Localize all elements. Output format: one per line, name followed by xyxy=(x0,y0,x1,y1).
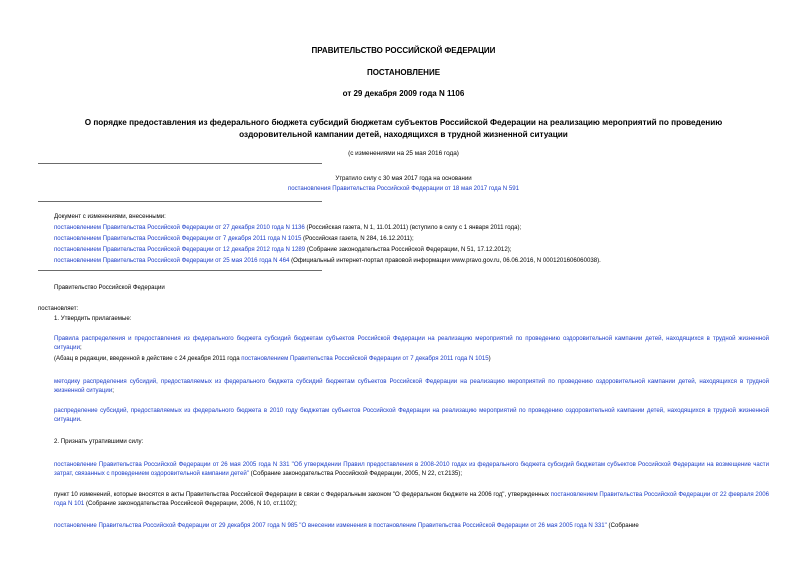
document-date-number: от 29 декабря 2009 года N 1106 xyxy=(342,89,465,98)
document-title xyxy=(0,117,807,141)
paragraph-end: . xyxy=(79,416,82,423)
invalid-2-source: (Собрание законодательства Российской Федерации, 2006, N 10, ст.1102); xyxy=(84,500,297,507)
lost-force-link[interactable]: постановления Правительства Российской Федерации от 18 мая 2017 года N 591 xyxy=(287,185,520,192)
amendment-link[interactable]: постановлением Правительства Российской Федерации от 7 декабря 2011 года N 1015 xyxy=(54,235,302,242)
point-1: 1. Утвердить прилагаемые: xyxy=(54,315,132,322)
paragraph-invalid-1 xyxy=(54,460,769,478)
amendment-source: (Официальный интернет-портал правовой информации www.pravo.gov.ru, 06.06.2016, N 0001201606060038). xyxy=(289,257,601,264)
amendment-link[interactable]: постановлением Правительства Российской Федерации от 12 декабря 2012 года N 1289 xyxy=(54,246,306,253)
divider xyxy=(38,270,322,271)
paragraph-invalid-2 xyxy=(54,490,769,508)
method-link[interactable]: методику распределения субсидий, предоставляемых из федерального бюджета субсидий бюджетам субъектов Российской Федерации на реализацию мероприятий по проведению оздоровительной кампании детей, находящихся в трудной жизненной ситуации xyxy=(54,378,769,394)
abzac-link[interactable]: постановлением Правительства Российской Федерации от 7 декабря 2011 года N 1015 xyxy=(241,355,489,362)
decrees-text: постановляет: xyxy=(38,305,79,312)
invalid-3-link[interactable]: постановление Правительства Российской Федерации от 29 декабря 2007 года N 985 "О внесении изменения в постановление Правительства Российской Федерации от 26 мая 2005 года N 331" xyxy=(54,522,607,529)
distribution-link[interactable]: распределение субсидий, предоставляемых из федерального бюджета в 2010 году бюджетам субъектов Российской Федерации на реализацию мероприятий по проведению оздоровительной кампании детей, находящихся в трудной жизненной ситуации xyxy=(54,407,769,423)
amendment-source: (Российская газета, N 284, 16.12.2011); xyxy=(301,235,414,242)
issuer-text: Правительство Российской Федерации xyxy=(54,284,165,291)
paragraph-distribution xyxy=(54,406,769,424)
document-title-line-2: оздоровительной кампании детей, находящихся в трудной жизненной ситуации xyxy=(239,130,568,139)
invalid-1-source: (Собрание законодательства Российской Федерации, 2005, N 22, ст.2135); xyxy=(248,470,463,477)
amendment-item xyxy=(54,234,414,243)
amendment-link[interactable]: постановлением Правительства Российской Федерации от 25 мая 2016 года N 464 xyxy=(54,257,290,264)
amendment-item xyxy=(54,256,601,265)
amendment-link[interactable]: постановлением Правительства Российской Федерации от 27 декабря 2010 года N 1136 xyxy=(54,224,305,231)
document-title-line-1: О порядке предоставления из федерального бюджета субсидий бюджетам субъектов Российской Федерации на реализацию мероприятий по проведению xyxy=(84,118,723,127)
government-heading: ПРАВИТЕЛЬСТВО РОССИЙСКОЙ ФЕДЕРАЦИИ xyxy=(311,46,496,55)
divider xyxy=(38,201,322,202)
paragraph-rules xyxy=(54,334,769,352)
abzac-end: ) xyxy=(488,355,491,362)
lost-force-link-line xyxy=(0,184,807,193)
paragraph-method xyxy=(54,377,769,395)
invalid-3-source: (Собрание xyxy=(606,522,639,529)
divider xyxy=(38,163,322,164)
rules-link[interactable]: Правила распределения и предоставления из федерального бюджета субсидий бюджетам субъектов Российской Федерации на реализацию мероприятий по проведению оздоровительной кампании детей, находящихся в трудной жизненной ситуации xyxy=(54,335,769,351)
amendments-note: (с изменениями на 25 мая 2016 года) xyxy=(348,150,459,157)
abzac-text: (Абзац в редакции, введенной в действие с 24 декабря 2011 года xyxy=(54,355,242,362)
amendment-item xyxy=(54,245,511,254)
invalid-2-link[interactable]: постановлением Правительства Российской Федерации от 22 февраля 2006 года N 101 xyxy=(54,491,769,507)
paragraph-end: ; xyxy=(112,387,114,394)
invalid-2-text: пункт 10 изменений, которые вносятся в акты Правительства Российской Федерации в связи с Федеральным законом "О федеральном бюджете на 2006 год", утвержденных xyxy=(54,491,551,498)
document-type: ПОСТАНОВЛЕНИЕ xyxy=(366,68,441,77)
amendment-source: (Собрание законодательства Российской Федерации, N 51, 17.12.2012); xyxy=(305,246,512,253)
amendment-source: (Российская газета, N 1, 11.01.2011) (вступило в силу с 1 января 2011 года); xyxy=(304,224,522,231)
point-2: 2. Признать утратившими силу: xyxy=(54,438,144,445)
invalid-1-link[interactable]: постановление Правительства Российской Федерации от 26 мая 2005 года N 331 "Об утверждении Правил предоставления в 2008-2010 годах из федерального бюджета субсидий бюджетам субъектов Российской Федерации на возмещение части затрат, связанных с проведением оздоровительной кампании детей" xyxy=(54,461,769,477)
amended-by-heading: Документ с изменениями, внесенными: xyxy=(54,213,166,220)
paragraph-abzac xyxy=(54,354,491,363)
amendment-item xyxy=(54,223,521,232)
paragraph-invalid-3 xyxy=(54,521,769,530)
lost-force-text: Утратило силу с 30 мая 2017 года на основании xyxy=(335,175,472,182)
paragraph-end: ; xyxy=(79,344,82,351)
